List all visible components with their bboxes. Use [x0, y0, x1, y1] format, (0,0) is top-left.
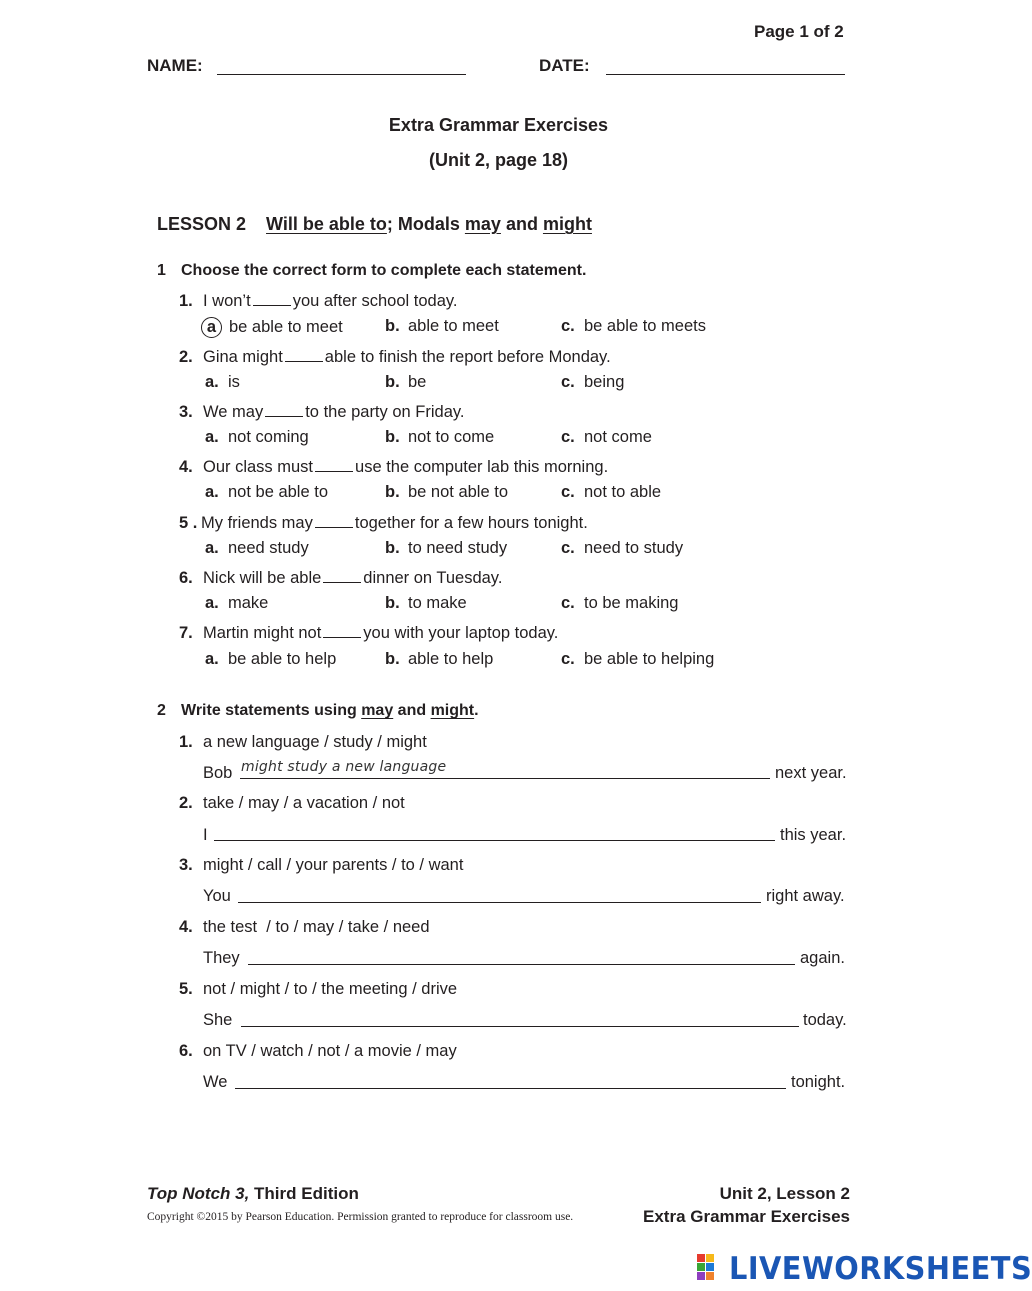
question-number: 2. — [179, 348, 193, 366]
option-text: not to come — [408, 428, 495, 446]
option-a[interactable] — [205, 373, 240, 392]
option-text: need to study — [584, 539, 684, 557]
option-text: being — [584, 373, 625, 391]
question-number: 6. — [179, 569, 193, 587]
option-text: not coming — [228, 428, 309, 446]
option-text: to be making — [584, 594, 679, 612]
question-text: I won’t — [203, 292, 251, 310]
section-2-heading — [157, 702, 479, 720]
liveworksheets-icon — [697, 1254, 725, 1282]
answer-blank[interactable] — [253, 295, 291, 306]
answer-line[interactable] — [241, 1026, 799, 1027]
lesson-topic-might: might — [542, 214, 592, 234]
question-text: Martin might not — [203, 624, 322, 642]
option-a[interactable] — [203, 317, 343, 338]
option-letter: c. — [561, 539, 575, 557]
option-letter: b. — [385, 428, 400, 446]
instruction-might: might — [430, 702, 475, 719]
question-1 — [179, 292, 457, 311]
write-item-3-prompt — [179, 856, 463, 875]
option-b[interactable] — [385, 483, 508, 502]
name-label: NAME: — [147, 56, 203, 75]
option-text: be able to meet — [229, 318, 343, 336]
instruction-period: . — [474, 702, 479, 719]
option-a[interactable] — [205, 594, 268, 613]
footer-copyright: Copyright ©2015 by Pearson Education. Permission granted to reproduce for classroom use. — [147, 1211, 574, 1223]
question-text-end: use the computer lab this morning. — [355, 458, 609, 476]
option-c[interactable] — [561, 317, 706, 336]
item-number: 2. — [179, 794, 193, 812]
option-text: need study — [228, 539, 309, 557]
sentence-start: I — [203, 826, 208, 844]
liveworksheets-wordmark: LIVEWORKSHEETS — [729, 1251, 1032, 1287]
option-text: not be able to — [228, 483, 328, 501]
option-letter: b. — [385, 317, 400, 335]
question-text: Nick will be able — [203, 569, 322, 587]
answer-blank[interactable] — [323, 627, 361, 638]
sentence-end: tonight. — [791, 1073, 846, 1091]
question-2 — [179, 348, 611, 367]
question-4 — [179, 458, 608, 477]
answer-blank[interactable] — [315, 517, 353, 528]
answer-line[interactable] — [235, 1088, 786, 1089]
option-b[interactable] — [385, 594, 467, 613]
write-item-4-prompt — [179, 918, 430, 937]
option-b[interactable] — [385, 428, 494, 447]
liveworksheets-logo[interactable] — [697, 1251, 1032, 1287]
answer-line[interactable] — [240, 778, 770, 779]
prompt-text: not / might / to / the meeting / drive — [203, 980, 458, 998]
option-text: is — [228, 373, 240, 391]
instruction-and: and — [393, 702, 431, 719]
lesson-topic-and: and — [500, 214, 543, 234]
option-letter: a. — [205, 650, 219, 668]
prompt-text: on TV / watch / not / a movie / may — [203, 1042, 457, 1060]
option-letter: b. — [385, 650, 400, 668]
question-text-end: dinner on Tuesday. — [363, 569, 503, 587]
option-c[interactable] — [561, 594, 678, 613]
option-letter: a. — [205, 428, 219, 446]
lesson-topic-may: may — [464, 214, 501, 234]
option-text: be able to meets — [584, 317, 706, 335]
sentence-end: again. — [800, 949, 845, 967]
sentence-end: this year. — [780, 826, 847, 844]
prompt-text: the test / to / may / take / need — [203, 918, 430, 936]
question-3 — [179, 403, 465, 422]
option-letter: b. — [385, 594, 400, 612]
sentence-end: next year. — [775, 764, 847, 782]
question-text-end: you with your laptop today. — [363, 624, 559, 642]
option-a[interactable] — [205, 483, 328, 502]
write-item-5-prompt — [179, 980, 457, 999]
write-item-2-prompt — [179, 794, 405, 813]
sentence-start: She — [203, 1011, 233, 1029]
sentence-start: Bob — [203, 764, 233, 782]
section-instruction: Choose the correct form to complete each statement. — [181, 262, 587, 279]
lesson-heading — [157, 214, 592, 235]
option-text: not to able — [584, 483, 662, 501]
option-letter: c. — [561, 650, 575, 668]
option-text: able to help — [408, 650, 494, 668]
answer-blank[interactable] — [323, 572, 361, 583]
instruction-may: may — [361, 702, 394, 719]
page-number: Page 1 of 2 — [754, 22, 844, 41]
question-number: 1. — [179, 292, 193, 310]
write-item-6-prompt — [179, 1042, 457, 1061]
section-number: 2 — [157, 702, 166, 719]
question-text: Our class must — [203, 458, 314, 476]
option-text: be able to help — [228, 650, 337, 668]
answer-blank[interactable] — [265, 406, 303, 417]
lesson-topic-1: Will be able to — [266, 214, 387, 234]
option-letter: c. — [561, 317, 575, 335]
option-letter: c. — [561, 483, 575, 501]
option-text: make — [228, 594, 269, 612]
book-edition: Third Edition — [249, 1184, 359, 1203]
answer-blank[interactable] — [315, 461, 353, 472]
question-number: 7. — [179, 624, 193, 642]
option-b[interactable] — [385, 373, 426, 392]
option-b[interactable] — [385, 317, 499, 336]
footer-unit: Unit 2, Lesson 2 — [719, 1184, 850, 1203]
question-number: 4. — [179, 458, 193, 476]
question-5 — [179, 514, 588, 533]
option-c[interactable] — [561, 373, 624, 392]
question-7 — [179, 624, 558, 643]
section-number: 1 — [157, 262, 166, 279]
option-letter: c. — [561, 373, 575, 391]
option-a[interactable] — [205, 650, 336, 669]
sentence-start: We — [203, 1073, 228, 1091]
question-text-end: you after school today. — [292, 292, 458, 310]
option-text: to make — [408, 594, 467, 612]
answer-line[interactable] — [248, 964, 795, 965]
item-number: 1. — [179, 733, 193, 751]
option-b[interactable] — [385, 539, 507, 558]
option-text: able to meet — [408, 317, 499, 335]
lesson-number: LESSON 2 — [157, 214, 247, 234]
date-field[interactable] — [606, 74, 845, 75]
option-letter: a. — [205, 539, 219, 557]
prompt-text: a new language / study / might — [203, 733, 427, 751]
option-text: to need study — [408, 539, 508, 557]
question-text: My friends may — [201, 514, 313, 532]
section-instruction: Write statements using — [181, 702, 362, 719]
question-number: 5 . — [179, 514, 198, 532]
question-number: 3. — [179, 403, 193, 421]
handwritten-answer: might study a new language — [241, 759, 447, 775]
option-letter: b. — [385, 483, 400, 501]
sentence-end: right away. — [766, 887, 845, 905]
option-text: be able to helping — [584, 650, 715, 668]
prompt-text: might / call / your parents / to / want — [203, 856, 464, 874]
option-c[interactable] — [561, 428, 652, 447]
option-text: be not able to — [408, 483, 508, 501]
prompt-text: take / may / a vacation / not — [203, 794, 405, 812]
item-number: 4. — [179, 918, 193, 936]
lesson-topic-2: ; Modals — [386, 214, 465, 234]
worksheet-title: Extra Grammar Exercises — [388, 115, 609, 135]
question-6 — [179, 569, 502, 588]
item-number: 6. — [179, 1042, 193, 1060]
option-b[interactable] — [385, 650, 493, 669]
sentence-start: They — [203, 949, 240, 967]
date-label: DATE: — [539, 56, 590, 75]
option-text: not come — [584, 428, 652, 446]
footer-extra: Extra Grammar Exercises — [643, 1207, 850, 1226]
answer-line[interactable] — [238, 902, 761, 903]
worksheet-subtitle: (Unit 2, page 18) — [428, 150, 569, 170]
option-a[interactable] — [205, 428, 309, 447]
circled-answer-a: a — [201, 317, 222, 338]
question-text-end: able to finish the report before Monday. — [324, 348, 611, 366]
answer-blank[interactable] — [285, 351, 323, 362]
question-text-end: together for a few hours tonight. — [354, 514, 588, 532]
option-letter: c. — [561, 594, 575, 612]
option-c[interactable] — [561, 483, 661, 502]
sentence-end: today. — [803, 1011, 847, 1029]
option-letter: a. — [205, 373, 219, 391]
sentence-start: You — [203, 887, 231, 905]
book-name: Top Notch 3, — [147, 1184, 250, 1203]
item-number: 5. — [179, 980, 193, 998]
footer-book-title — [147, 1184, 359, 1204]
option-a[interactable] — [205, 539, 309, 558]
question-text-end: to the party on Friday. — [305, 403, 465, 421]
name-field[interactable] — [217, 74, 466, 75]
option-letter: c. — [561, 428, 575, 446]
option-text: be — [408, 373, 427, 391]
option-letter: b. — [385, 373, 400, 391]
option-letter: a. — [205, 594, 219, 612]
option-c[interactable] — [561, 539, 683, 558]
item-number: 3. — [179, 856, 193, 874]
section-1-heading — [157, 262, 586, 280]
write-item-1-prompt — [179, 733, 427, 752]
option-c[interactable] — [561, 650, 714, 669]
question-text: Gina might — [203, 348, 283, 366]
answer-line[interactable] — [214, 840, 775, 841]
option-letter: b. — [385, 539, 400, 557]
question-text: We may — [203, 403, 264, 421]
option-letter: a. — [205, 483, 219, 501]
